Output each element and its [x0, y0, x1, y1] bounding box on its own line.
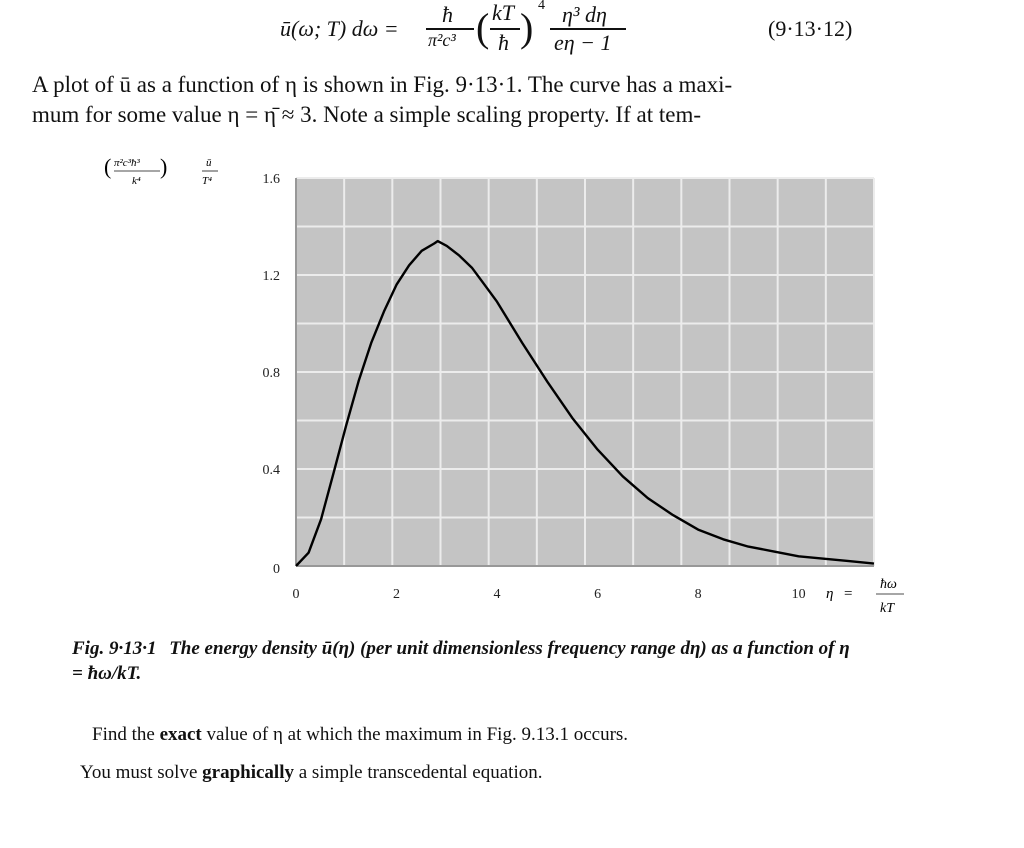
figure-9-13-1	[96, 146, 926, 626]
equation-exponent: 4	[538, 0, 545, 13]
x-tick-label: 8	[694, 587, 702, 602]
y-tick-label: 0.4	[262, 463, 280, 478]
svg-text:ū: ū	[206, 157, 212, 169]
svg-text:T⁴: T⁴	[202, 175, 212, 187]
y-axis-label	[104, 154, 218, 187]
svg-text:π²c³ħ³: π²c³ħ³	[114, 157, 140, 169]
x-tick-label: 0	[292, 587, 300, 602]
x-tick-label: 6	[594, 587, 602, 602]
equation-number: (9·13·12)	[768, 16, 853, 41]
energy-density-chart	[96, 146, 926, 626]
svg-text:=: =	[844, 586, 853, 602]
svg-text:): )	[160, 154, 168, 179]
right-paren: )	[520, 5, 534, 50]
equation-factor2-numerator: kT	[492, 0, 514, 25]
y-tick-label: 0	[273, 562, 280, 577]
figure-caption	[72, 636, 852, 686]
left-paren: (	[476, 5, 490, 50]
caption-text: The energy density ū(η) (per unit dimensionless frequency range dη) as a function of η = ħω/kT.	[72, 638, 850, 684]
equation-factor3-numerator: η³ dη	[562, 2, 607, 27]
emphasis-exact: exact	[159, 724, 202, 745]
equation-factor2-denominator: ħ	[498, 30, 509, 55]
equation-factor1-denominator: π²c³	[428, 30, 456, 50]
x-tick-label: 2	[393, 587, 401, 602]
svg-text:kT: kT	[880, 601, 894, 616]
emphasis-graphically: graphically	[202, 762, 294, 783]
caption-label: Fig. 9·13·1	[72, 638, 157, 659]
y-tick-label: 1.6	[262, 172, 280, 187]
svg-text:k⁴: k⁴	[132, 175, 141, 187]
svg-text:(: (	[104, 154, 112, 179]
x-tick-label: 10	[791, 587, 806, 602]
svg-text:η: η	[826, 586, 834, 602]
y-tick-label: 0.8	[262, 366, 280, 381]
x-axis-label	[826, 577, 904, 616]
equation-lhs: ū(ω; T) dω =	[280, 16, 399, 41]
equation-factor3-denominator: eη − 1	[554, 30, 612, 55]
question-line-1: Find the exact value of η at which the maximum in Fig. 9.13.1 occurs.	[92, 724, 629, 745]
x-tick-label: 4	[493, 587, 501, 602]
question-line-2: You must solve graphically a simple transcedental equation.	[80, 762, 543, 783]
equation-factor1-numerator: ħ	[442, 2, 453, 27]
y-tick-label: 1.2	[262, 269, 280, 284]
svg-text:ħω: ħω	[880, 577, 897, 592]
paragraph-line-1: A plot of ū as a function of η is shown in Fig. 9·13·1. The curve has a maxi-	[32, 72, 733, 97]
body-paragraph	[32, 70, 892, 130]
paragraph-line-2: mum for some value η = η̄ ≈ 3. Note a simple scaling property. If at tem-	[32, 102, 701, 127]
